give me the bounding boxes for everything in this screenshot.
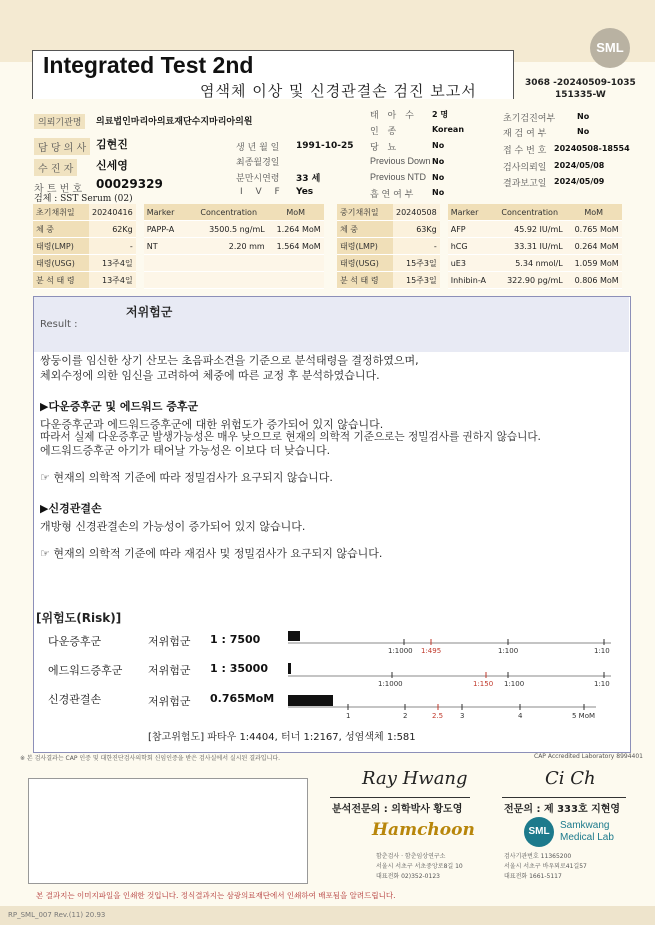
cell: 45.92 IU/mL [494, 221, 566, 238]
cell: uE3 [448, 255, 494, 272]
reference-risk: [참고위험도] 파타우 1:4404, 터너 1:2167, 성염색체 1:581 [148, 732, 416, 743]
second-trimester-table [337, 204, 622, 289]
ntd-tick-label: 5 MoM [572, 712, 596, 720]
cell: 15주3일 [393, 255, 440, 272]
institution-value: 의료법인마리아의료재단수지마리아의원 [96, 117, 253, 127]
signature-line-right [502, 797, 626, 798]
right-address-3: 대표전화 1661-5117 [504, 873, 562, 880]
institution-label: 의뢰기관명 [34, 114, 85, 129]
report-number [525, 77, 636, 101]
doctor-label: 담 당 의 사 [34, 138, 90, 155]
receipt-label: 접 수 번 호 [503, 146, 547, 156]
cell [190, 255, 268, 272]
edwards-tick-label-cutoff: 1:150 [473, 680, 494, 688]
prev-ntd-value: No [432, 173, 445, 182]
risk-name-down: 다운증후군 [48, 635, 102, 648]
cell [190, 272, 268, 289]
race-value: Korean [432, 125, 465, 134]
patient-value: 신세영 [96, 159, 128, 172]
sml-lab-logo: SML [524, 817, 554, 847]
cell [144, 272, 190, 289]
down-edwards-text-1: 다운증후군과 에드워드증후군에 대한 위험도가 증가되어 있지 않습니다. [40, 418, 384, 431]
intro-line-2: 체외수정에 의한 임신을 고려하여 체중에 따른 교정 후 분석하였습니다. [40, 369, 380, 382]
cell: Marker [144, 204, 190, 221]
cap-number: CAP Accredited Laboratory 8994401 [534, 753, 643, 760]
down-edwards-text-3: 에드워드증후군 아기가 태어날 가능성은 이보다 더 낮습니다. [40, 444, 331, 457]
hamchoon-logo: Hamchoon [372, 820, 475, 840]
ivf-value: Yes [296, 187, 314, 197]
edwards-tick-label: 1:1000 [378, 680, 403, 688]
dob-value: 1991-10-25 [296, 141, 354, 151]
cell: NT [144, 238, 190, 255]
risk-value-down: 1 : 7500 [210, 633, 261, 646]
cell: Concentration [190, 204, 268, 221]
race-label: 인 종 [370, 127, 400, 137]
edwards-tick-label: 1:10 [594, 680, 610, 688]
specimen-info: 검체 : SST Serum (02) [34, 194, 133, 204]
cell: Inhibin-A [448, 272, 494, 289]
specialist-title: 전문의 : 제 333호 지현영 [504, 804, 621, 815]
down-tick-label-cutoff: 1:495 [421, 647, 442, 655]
cell: 15주3일 [393, 272, 440, 289]
cell: 태령(USG) [337, 255, 393, 272]
report-title: Integrated Test 2nd [43, 52, 254, 78]
cell: Marker [448, 204, 494, 221]
notes-box [28, 778, 308, 884]
cell [268, 255, 324, 272]
cell [144, 255, 190, 272]
prev-down-value: No [432, 157, 445, 166]
cell: 1.564 MoM [268, 238, 324, 255]
analyst-title: 분석전문의 : 의학박사 황도영 [332, 804, 463, 815]
request-date-value: 2024/05/08 [554, 161, 605, 170]
receipt-value: 20240508-18554 [554, 144, 630, 153]
cell: - [89, 238, 136, 255]
risk-scales [286, 625, 626, 725]
down-tick-label: 1:10 [594, 647, 610, 655]
cell: 태령(USG) [33, 255, 89, 272]
cell: 2.20 mm [190, 238, 268, 255]
ivf-label: I V F [240, 187, 285, 197]
samkwang-line2: Medical Lab [560, 832, 614, 843]
risk-name-edwards: 에드워드증후군 [48, 664, 123, 677]
cell: 5.34 nmol/L [494, 255, 566, 272]
prev-down-label: Previous Down [370, 156, 431, 166]
dob-label: 생 년 월 일 [236, 143, 280, 153]
first-exam-value: No [577, 112, 590, 121]
right-address-2: 서울시 서초구 바우뫼로41길57 [504, 863, 587, 870]
cell: 분 석 태 령 [33, 272, 89, 289]
cell: 0.264 MoM [566, 238, 622, 255]
analyst-signature: Ray Hwang [362, 768, 468, 789]
ntd-tick-label-cutoff: 2.5 [432, 712, 444, 720]
down-edwards-note: ☞ 현재의 의학적 기준에 따라 정밀검사가 요구되지 않습니다. [40, 471, 333, 484]
cell: 체 중 [337, 221, 393, 238]
risk-level-ntd: 저위험군 [148, 695, 191, 708]
cell: 태령(LMP) [33, 238, 89, 255]
cell: 체 중 [33, 221, 89, 238]
smoke-label: 흡 연 여 부 [370, 190, 414, 200]
cell: PAPP-A [144, 221, 190, 238]
cell: 0.765 MoM [566, 221, 622, 238]
risk-value-ntd: 0.765MoM [210, 692, 275, 705]
result-label: Result : [40, 319, 78, 330]
cell: - [393, 238, 440, 255]
lmp-label: 최종월경일 [236, 158, 280, 168]
report-date-value: 2024/05/09 [554, 177, 605, 186]
cell [268, 272, 324, 289]
signature-line-left [330, 797, 470, 798]
first-trimester-table [33, 204, 324, 289]
footer-code: RP_SML_007 Rev.(11) 20.93 [8, 911, 106, 919]
cell: 13주4일 [89, 272, 136, 289]
cell: 중기채취일 [337, 204, 393, 221]
specialist-signature: Ci Ch [545, 768, 596, 789]
samkwang-name [560, 820, 614, 844]
prev-ntd-label: Previous NTD [370, 172, 427, 182]
sml-logo: SML [590, 28, 630, 68]
dm-label: 당 뇨 [370, 143, 400, 153]
cell: 1.059 MoM [566, 255, 622, 272]
fetus-value: 2 명 [432, 110, 449, 119]
cell: 20240508 [393, 204, 440, 221]
ntd-tick-label: 2 [403, 712, 408, 720]
smoke-value: No [432, 188, 445, 197]
reexam-label: 재 검 여 부 [503, 129, 547, 139]
report-number-line2: 151335-W [554, 90, 606, 100]
cell: 62Kg [89, 221, 136, 238]
down-edwards-heading: ▶다운증후군 및 에드워드 증후군 [40, 400, 199, 413]
chart-value: 00029329 [96, 177, 163, 191]
samkwang-line1: Samkwang [560, 820, 610, 831]
cell: MoM [268, 204, 324, 221]
cell: 1.264 MoM [268, 221, 324, 238]
cell: 3500.5 ng/mL [190, 221, 268, 238]
accreditation-note: ※ 본 검사결과는 CAP 인증 및 대한진단검사의학회 신임인증을 받은 검사실에서 실시된 결과입니다. [20, 755, 281, 762]
left-address-3: 대표전화 02)352-0123 [376, 873, 440, 880]
cell: 33.31 IU/mL [494, 238, 566, 255]
report-date-label: 결과보고일 [503, 179, 547, 189]
cell: 0.806 MoM [566, 272, 622, 289]
cell: 태령(LMP) [337, 238, 393, 255]
cell: Concentration [494, 204, 566, 221]
cell: 63Kg [393, 221, 440, 238]
age-value: 33 세 [296, 174, 321, 184]
risk-title: [위험도(Risk)] [36, 611, 122, 625]
ntd-tick-label: 1 [346, 712, 351, 720]
cell: 초기채취일 [33, 204, 89, 221]
request-date-label: 검사의뢰일 [503, 163, 547, 173]
ntd-tick-label: 4 [518, 712, 523, 720]
result-value: 저위험군 [126, 305, 173, 319]
down-risk-bar [288, 631, 300, 641]
left-address-1: 함춘검사 · 함춘임상연구소 [376, 853, 446, 860]
report-subtitle: 염색체 이상 및 신경관결손 검진 보고서 [200, 82, 477, 100]
cell: MoM [566, 204, 622, 221]
first-exam-label: 초기검진여부 [503, 114, 556, 124]
age-label: 분만시연령 [236, 174, 280, 184]
down-tick-label: 1:100 [498, 647, 519, 655]
cell: 분 석 태 령 [337, 272, 393, 289]
reexam-value: No [577, 127, 590, 136]
cell: 13주4일 [89, 255, 136, 272]
right-address-1: 검사기관번호 11365200 [504, 853, 572, 860]
ntd-heading: ▶신경관결손 [40, 502, 102, 515]
risk-level-down: 저위험군 [148, 635, 191, 648]
cell: 322.90 pg/mL [494, 272, 566, 289]
edwards-risk-bar [288, 663, 291, 674]
ntd-risk-bar [288, 695, 333, 706]
report-number-line1: 3068 -20240509-1035 [525, 78, 636, 88]
edwards-tick-label: 1:100 [504, 680, 525, 688]
ntd-note: ☞ 현재의 의학적 기준에 따라 재검사 및 정밀검사가 요구되지 않습니다. [40, 547, 383, 560]
risk-level-edwards: 저위험군 [148, 664, 191, 677]
patient-label: 수 진 자 [34, 159, 77, 176]
risk-value-edwards: 1 : 35000 [210, 662, 268, 675]
ntd-tick-label: 3 [460, 712, 465, 720]
chart-label: 차 트 번 호 [34, 184, 83, 195]
result-header [34, 297, 629, 352]
cell: hCG [448, 238, 494, 255]
down-tick-label: 1:1000 [388, 647, 413, 655]
down-edwards-text-2: 따라서 실제 다운증후군 발생가능성은 매우 낮으므로 현재의 의학적 기준으로는 정밀검사를 권하지 않습니다. [40, 431, 541, 443]
fetus-label: 태 아 수 [370, 111, 417, 121]
left-address-2: 서울시 서초구 서초중앙로8길 10 [376, 863, 463, 870]
risk-name-ntd: 신경관결손 [48, 693, 102, 706]
ntd-text: 개방형 신경관결손의 가능성이 증가되어 있지 않습니다. [40, 520, 306, 533]
cell: 20240416 [89, 204, 136, 221]
footer-note: 본 결과지는 이미지파일을 인쇄한 것입니다. 정식결과지는 삼광의료재단에서 인쇄하여 배포됨을 알려드립니다. [36, 891, 396, 900]
dm-value: No [432, 141, 445, 150]
doctor-value: 김현진 [96, 138, 128, 151]
cell: AFP [448, 221, 494, 238]
intro-line-1: 쌍둥이를 임신한 상기 산모는 초음파소견을 기준으로 분석태령을 결정하였으며, [40, 354, 419, 367]
